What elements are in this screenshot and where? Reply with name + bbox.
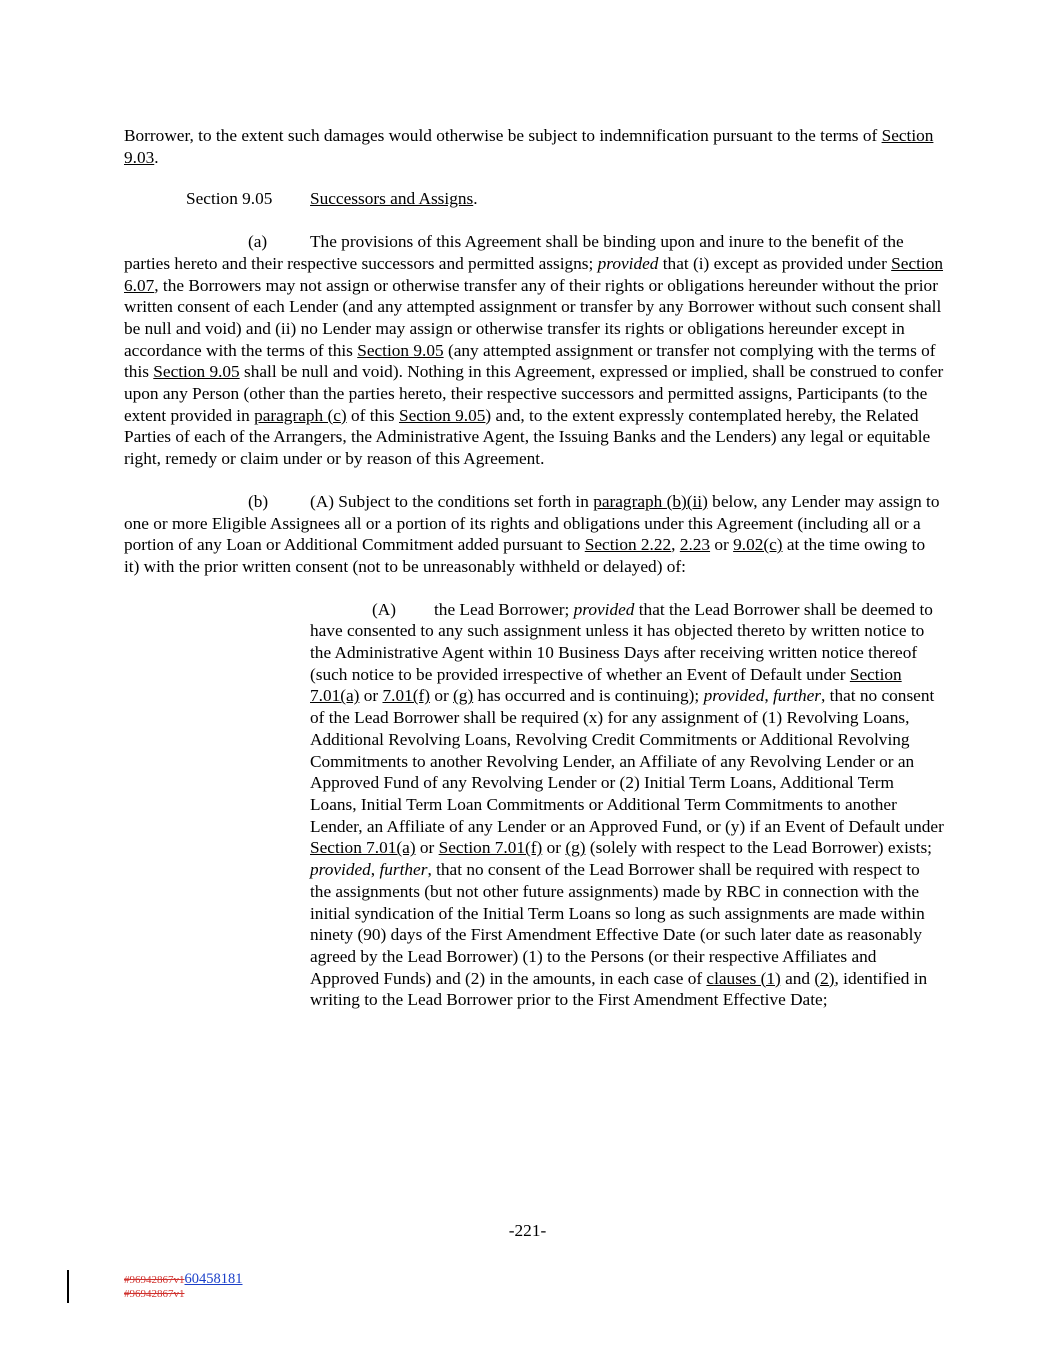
subparagraph-A: (A) the Lead Borrower; provided that the Lead Borrower shall be deemed to have consented to any such assignment unless it has objected thereto by written notice to the Administrative Agent within 10 Business Days after receiving written notice thereof (such notice to be provided irrespective of whether an Event of Default under Section 7.01(a) or 7.01(f) or (g) has occurred and is continuing); provided, further, that no consent of the Lead Borrower shall be required (x) for any assignment of (1) Revolving Loans, Additional Revolving Loans, Revolving Credit Commitments or Additional Revolving Commitments to another Revolving Lender, an Affiliate of any Revolving Lender or an Approved Fund of any Revolving Lender or (2) Initial Term Loans, Additional Term Loans, Initial Term Loan Commitments or Additional Term Commitments to another Lender, an Affiliate of any Lender or an Approved Fund, or (y) if an Event of Default under Section 7.01(a) or Section 7.01(f) or (g) (solely with respect to the Lead Borrower) exists; provided, further, that no consent of the Lead Borrower shall be required with respect to the assignments (but not other future assignments) made by RBC in connection with the initial syndication of the Initial Term Loans so long as such assignments are made within ninety (90) days of the First Amendment Effective Date (or such later date as reasonably agreed by the Lead Borrower) (1) to the Persons (or their respective Affiliates and Approved Funds) and (2) in the amounts, in each case of clauses (1) and (2), identified in writing to the Lead Borrower prior to the First Amendment Effective Date; — [310, 599, 944, 1010]
section-ref: clauses (1) — [706, 968, 781, 988]
intro-paragraph: Borrower, to the extent such damages would otherwise be subject to indemnification pursuant to the terms of Section 9.03. — [124, 126, 934, 167]
section-ref: paragraph (c) — [254, 405, 347, 425]
section-ref: (g) — [453, 686, 474, 706]
section-ref: paragraph (b)(ii) — [593, 491, 708, 511]
document-body — [124, 125, 944, 1011]
section-ref: Section 9.05 — [398, 405, 486, 425]
section-ref: Section 6.07 — [124, 253, 944, 295]
inserted-doc-id: 60458181 — [184, 1271, 243, 1287]
section-heading: Section 9.05 Successors and Assigns. — [186, 189, 478, 209]
section-ref: Section 2.22 — [584, 535, 672, 555]
intro-text: Borrower, to the extent such damages would otherwise be subject to indemnification pursuant to the terms of — [124, 126, 882, 145]
section-ref: Section 7.01(a) — [310, 838, 416, 858]
section-ref: (g) — [565, 838, 586, 858]
document-id-footer — [124, 1272, 243, 1301]
page-number: -221- — [508, 1221, 547, 1240]
paragraph-label: (b) — [248, 491, 269, 511]
paragraph-a: (a) The provisions of this Agreement shall be binding upon and inure to the benefit of the parties hereto and their respective successors and permitted assigns; provided that (i) except as provided under Section 6.07, the Borrowers may not assign or otherwise transfer any of their rights or obligations hereunder without the prior written consent of each Lender (and any attempted assignment or transfer by any Borrower without such consent shall be null and void) and (ii) no Lender may assign or otherwise transfer its rights or obligations hereunder except in accordance with the terms of this Section 9.05 (any attempted assignment or transfer not complying with the terms of this Section 9.05 shall be null and void). Nothing in this Agreement, expressed or implied, shall be construed to confer upon any Person (other than the parties hereto, their respective successors and permitted assigns, Participants (to the extent provided in paragraph (c) of this Section 9.05) and, to the extent expressly contemplated hereby, the Related Parties of each of the Arrangers, the Administrative Agent, the Issuing Banks and the Lenders) any legal or equitable right, remedy or claim under or by reason of this Agreement. — [124, 232, 944, 469]
section-ref: 7.01(f) — [382, 686, 430, 706]
section-ref: Section 7.01(f) — [438, 838, 543, 858]
section-ref: 2.23 — [679, 535, 711, 555]
paragraph-label: (A) — [372, 599, 396, 619]
revision-change-bar — [67, 1270, 69, 1303]
section-ref: Section 9.05 — [357, 340, 444, 360]
section-number: Section 9.05 — [186, 189, 273, 209]
section-ref: Section 7.01(a) — [310, 664, 902, 706]
section-ref: (2) — [814, 968, 835, 988]
paragraph-b: (b) (A) Subject to the conditions set forth in paragraph (b)(ii) below, any Lender may assign to one or more Eligible Assignees all or a portion of its rights and obligations under this Agreement (including all or a portion of any Loan or Additional Commitment added pursuant to Section 2.22, 2.23 or 9.02(c) at the time owing to it) with the prior written consent (not to be unreasonably withheld or delayed) of: — [124, 491, 940, 576]
deleted-doc-id: #96942867v1 — [124, 1288, 185, 1300]
section-title: Successors and Assigns — [310, 189, 474, 209]
section-ref: Section 9.03 — [124, 126, 934, 167]
paragraph-label: (a) — [248, 232, 268, 252]
deleted-doc-id: #96942867v1 — [124, 1274, 185, 1286]
section-ref: Section 9.05 — [153, 362, 240, 382]
section-ref: 9.02(c) — [733, 535, 783, 555]
